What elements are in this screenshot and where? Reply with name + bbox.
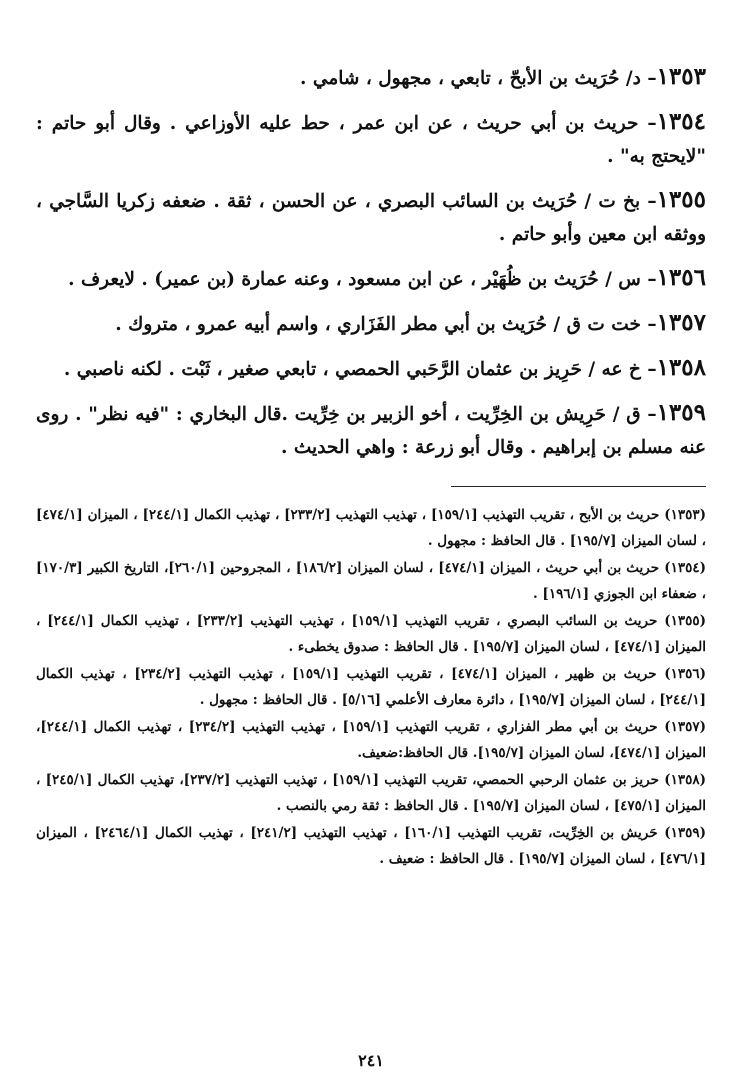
footnote-text: حريث بن أبي حريث ، الميزان [٤٧٤/١] ، لسان الميزان [١٨٦/٢] ، المجروحين [٢٦٠/١]، التاريخ الكبير [١٧٠/٣] ، ضعفاء ابن الجوزي [١٩٦/١] . <box>36 560 706 602</box>
footnote-ref: (١٣٥٦) <box>664 666 706 682</box>
footnote-ref: (١٣٥٤) <box>664 560 706 576</box>
entry-number: ١٣٥٧ <box>656 309 706 336</box>
footnote-text: حريز بن عثمان الرحبي الحمصي، تقريب التهذيب [١٥٩/١] ، تهذيب التهذيب [٢٣٧/٢]، تهذيب الكمال [٢٤٥/١] ، الميزان [٤٧٥/١] ، لسان الميزان [١٩٥/٧] . قال الحافظ : ثقة رمي بالنصب . <box>36 772 706 814</box>
entry-1356 <box>36 261 706 296</box>
page-number: ٢٤١ <box>358 1051 384 1070</box>
entry-number: ١٣٥٩ <box>656 399 706 426</box>
footnote-text: حريث بن ظهير ، الميزان [٤٧٤/١] ، تقريب التهذيب [١٥٩/١] ، تهذيب التهذيب [٢٣٤/٢] ، تهذيب الكمال [٢٤٤/١] ، لسان الميزان [١٩٥/٧] ، دائرة معارف الأعلمي [٥/١٦] . قال الحافظ : مجهول . <box>36 666 706 708</box>
footnote-1359 <box>36 821 706 872</box>
entry-text: – ق / حَرِيش بن الخِرِّيت ، أخو الزبير بن خِرِّيت .قال البخاري : "فيه نظر" . روى عنه مسلم بن إبراهيم . وقال أبو زرعة : واهي الحديث . <box>36 404 706 458</box>
entry-1355 <box>36 183 706 251</box>
entry-text: – بخ ت / حُرَيث بن السائب البصري ، عن الحسن ، ثقة . ضعفه زكريا السَّاجي ، ووثقه ابن معين وأبو حاتم . <box>36 191 706 245</box>
footnote-1356 <box>36 662 706 713</box>
footnote-1353 <box>36 503 706 554</box>
entry-number: ١٣٥٦ <box>656 264 706 291</box>
footnote-1354 <box>36 556 706 607</box>
footnote-1358 <box>36 768 706 819</box>
entry-number: ١٣٥٥ <box>656 186 706 213</box>
entry-number: ١٣٥٤ <box>656 108 706 135</box>
footnotes-list <box>36 503 706 872</box>
footnote-text: حَريش بن الخِرِّيت، تقريب التهذيب [١٦٠/١] ، تهذيب التهذيب [٢٤١/٢] ، تهذيب الكمال [٢٤٦٤/١] ، الميزان [٤٧٦/١] ، لسان الميزان [١٩٥/٧] . قال الحافظ : ضعيف . <box>36 825 706 867</box>
footnote-1355 <box>36 609 706 660</box>
entry-text: – س / حُرَيث بن ظُهَيْر ، عن ابن مسعود ، وعنه عمارة (بن عمير) . لايعرف . <box>68 269 657 290</box>
footnote-text: حريث بن الأبح ، تقريب التهذيب [١٥٩/١] ، تهذيب التهذيب [٢٣٣/٢] ، تهذيب الكمال [٢٤٤/١] ، الميزان [٤٧٤/١] ، لسان الميزان [١٩٥/٧] . قال الحافظ : مجهول . <box>36 507 706 549</box>
footnote-ref: (١٣٥٧) <box>664 719 706 735</box>
footnote-ref: (١٣٥٥) <box>664 613 706 629</box>
footnote-ref: (١٣٥٣) <box>664 507 706 523</box>
entry-1354 <box>36 105 706 173</box>
entry-text: – خت ت ق / حُرَيث بن أبي مطر الفَزَاري ، واسم أبيه عمرو ، متروك . <box>115 314 657 335</box>
entries-list <box>36 60 706 464</box>
footnote-divider <box>451 486 706 487</box>
entry-1359 <box>36 396 706 464</box>
entry-text: – حريث بن أبي حريث ، عن ابن عمر ، حط عليه الأوزاعي . وقال أبو حاتم : "لايحتج به" . <box>36 113 706 167</box>
entry-1353 <box>36 60 706 95</box>
entry-text: – خ عه / حَرِيز بن عثمان الرَّحَبي الحمصي ، تابعي صغير ، ثَبْت . لكنه ناصبي . <box>63 359 657 380</box>
entry-number: ١٣٥٣ <box>656 63 706 90</box>
footnote-text: حريث بن أبي مطر الفزاري ، تقريب التهذيب [١٥٩/١] ، تهذيب التهذيب [٢٣٤/٢] ، تهذيب الكمال [٢٤٤/١]، الميزان [٤٧٤/١]، لسان الميزان [١٩٥/٧]. قال الحافظ:ضعيف. <box>36 719 706 761</box>
entry-1358 <box>36 351 706 386</box>
footnote-1357 <box>36 715 706 766</box>
document-page <box>36 60 706 1070</box>
entry-1357 <box>36 306 706 341</box>
entry-number: ١٣٥٨ <box>656 354 706 381</box>
entry-text: – د/ حُرَيث بن الأبحّ ، تابعي ، مجهول ، شامي . <box>300 68 657 89</box>
footnote-ref: (١٣٥٩) <box>664 825 706 841</box>
footnote-ref: (١٣٥٨) <box>664 772 707 788</box>
footnote-text: حريث بن السائب البصري ، تقريب التهذيب [١٥٩/١] ، تهذيب التهذيب [٢٣٣/٢] ، تهذيب الكمال [٢٤٤/١] ، الميزان [٤٧٤/١] ، لسان الميزان [١٩٥/٧] . قال الحافظ : صدوق يخطىء . <box>36 613 706 655</box>
